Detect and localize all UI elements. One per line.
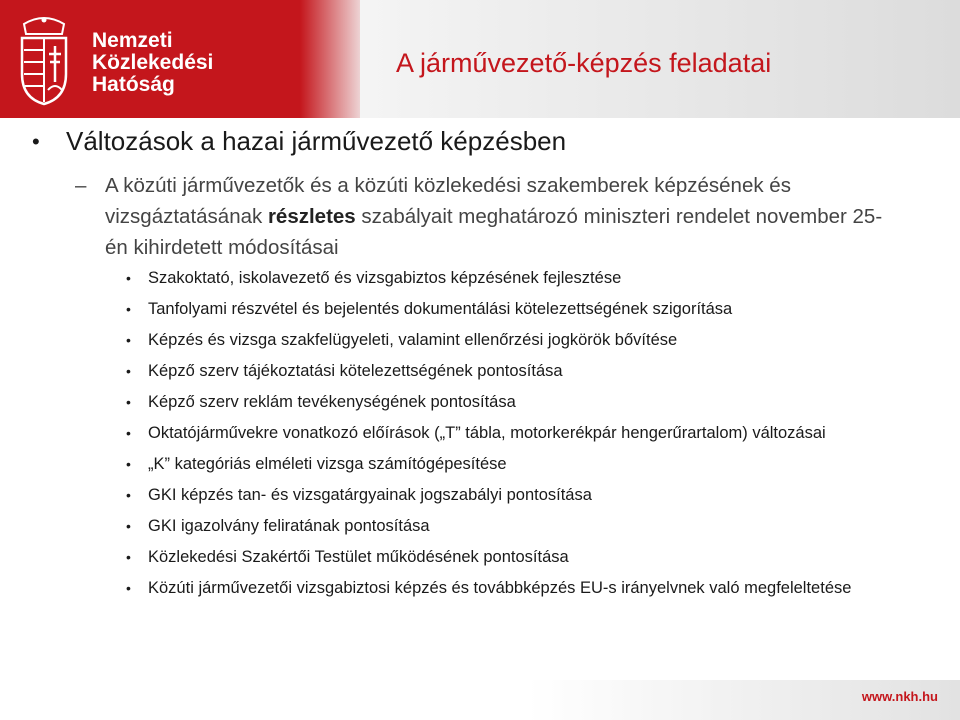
bullet-dot: • [126,301,131,317]
bullet-dot: • [126,580,131,596]
bullet-dot: • [126,363,131,379]
slide-content [0,118,960,678]
bullet-dot: • [126,270,131,286]
list-item [126,359,886,383]
bullet-dot: • [126,425,131,441]
list-item [126,514,886,538]
list-item-text: GKI igazolvány feliratának pontosítása [148,517,430,535]
bullet-dot: • [126,394,131,410]
intro-text-bold: részletes [267,205,356,228]
list-item-text: Képző szerv reklám tevékenységének pontosítása [148,393,516,411]
intro-text-post: szabályait meghatározó miniszteri rendelet november 25-én kihirdetett módosításai [105,205,883,259]
org-name [92,30,213,96]
list-item-text: Tanfolyami részvétel és bejelentés dokumentálási kötelezettségének szigorítása [148,300,733,318]
list-item [126,266,886,290]
hungarian-coat-of-arms-icon [14,16,74,106]
list-item-text: Képzés és vizsga szakfelügyeleti, valamint ellenőrzési jogkörök bővítése [148,331,678,349]
main-bullet [32,126,932,158]
footer-band [0,680,960,720]
org-name-line-3: Hatóság [92,73,175,96]
bullet-dot: • [126,456,131,472]
list-item [126,328,886,352]
main-heading: Változások a hazai járművezető képzésben [66,126,567,156]
slide-title: A járművezető-képzés feladatai [396,48,772,78]
list-item [126,545,886,569]
list-item-text: Közlekedési Szakértői Testület működésének pontosítása [148,548,569,566]
dash-marker: – [75,174,87,197]
list-item-text: Oktatójárművekre vonatkozó előírások („T” tábla, motorkerékpár hengerűrartalom) változásai [148,424,826,442]
bullet-dot: • [32,129,40,154]
bullet-dot: • [126,332,131,348]
list-item [126,297,886,321]
bullet-dot: • [126,549,131,565]
org-name-line-2: Közlekedési [92,51,214,74]
intro-paragraph [105,170,900,263]
logo [0,0,300,118]
list-item-text: Képző szerv tájékoztatási kötelezettségének pontosítása [148,362,563,380]
footer-url: www.nkh.hu [861,689,938,704]
change-list [126,266,886,600]
list-item [126,483,886,507]
list-item-text: Közúti járművezetői vizsgabiztosi képzés és továbbképzés EU-s irányelvnek való megfeleltetése [148,579,852,597]
bullet-dot: • [126,518,131,534]
list-item [126,421,886,445]
bullet-dot: • [126,487,131,503]
list-item-text: GKI képzés tan- és vizsgatárgyainak jogszabályi pontosítása [148,486,592,504]
list-item-text: Szakoktató, iskolavezető és vizsgabiztos képzésének fejlesztése [148,269,622,287]
intro-text-pre: A közúti járművezetők és a közúti közlekedési szakemberek képzésének és vizsgáztatásának [105,174,791,228]
list-item [126,452,886,476]
list-item [126,390,886,414]
list-item [126,576,886,600]
list-item-text: „K” kategóriás elméleti vizsga számítógépesítése [148,455,507,473]
org-name-line-1: Nemzeti [92,29,173,52]
